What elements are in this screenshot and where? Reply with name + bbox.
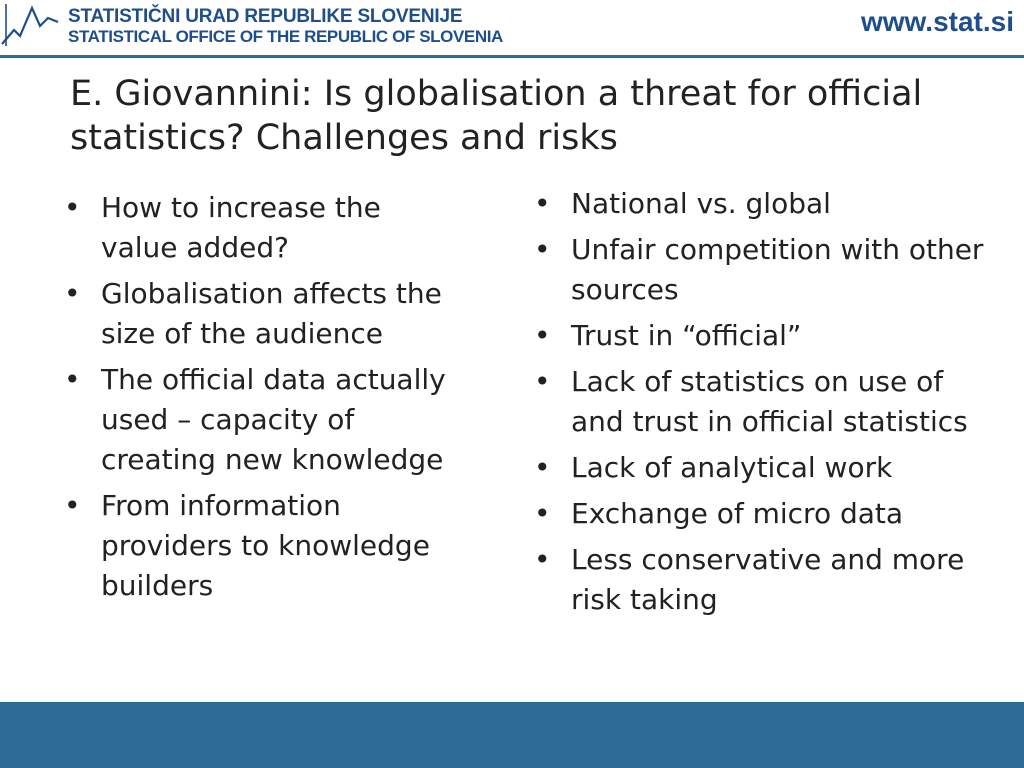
chart-line-logo-icon: [0, 0, 60, 52]
list-item-text: Trust in “official”: [571, 319, 802, 352]
bullet-icon: •: [64, 191, 81, 224]
bullet-icon: •: [534, 187, 551, 220]
list-item: [530, 362, 1000, 442]
organization-name-english: STATISTICAL OFFICE OF THE REPUBLIC OF SLOVENIA: [68, 27, 503, 46]
list-item-text: Exchange of micro data: [571, 497, 904, 530]
list-item-text: Unfair competition with other sources: [571, 233, 984, 306]
list-item-text: Less conservative and more risk taking: [571, 543, 965, 616]
bullet-icon: •: [534, 233, 551, 266]
website-link[interactable]: www.stat.si: [860, 6, 1014, 37]
header-divider: [0, 55, 1024, 58]
list-item: [530, 448, 1000, 488]
bullet-icon: •: [534, 451, 551, 484]
list-item-text: National vs. global: [571, 187, 831, 220]
list-item: [530, 540, 1000, 620]
list-item: [530, 184, 1000, 224]
list-item: [60, 360, 460, 480]
bullet-icon: •: [534, 319, 551, 352]
header: [0, 0, 1024, 58]
bullet-icon: •: [64, 489, 81, 522]
bullet-icon: •: [534, 365, 551, 398]
slide-title: E. Giovannini: Is globalisation a threat for official statistics? Challenges and risks: [70, 74, 923, 158]
footer-bar: [0, 702, 1024, 768]
list-item-text: From information providers to knowledge builders: [101, 489, 430, 602]
left-bullet-list: [60, 188, 460, 612]
list-item-text: Lack of analytical work: [571, 451, 893, 484]
right-bullet-list: [530, 184, 1000, 626]
list-item-text: Globalisation affects the size of the audience: [101, 277, 442, 350]
organization-name-slovene: STATISTIČNI URAD REPUBLIKE SLOVENIJE: [68, 6, 463, 27]
list-item: [60, 486, 460, 606]
list-item-text: How to increase the value added?: [101, 191, 381, 264]
bullet-icon: •: [64, 363, 81, 396]
bullet-icon: •: [64, 277, 81, 310]
list-item-text: The official data actually used – capacity of creating new knowledge: [101, 363, 446, 476]
list-item: [530, 316, 1000, 356]
organization-name: [68, 6, 503, 46]
list-item-text: Lack of statistics on use of and trust in official statistics: [571, 365, 968, 438]
list-item: [530, 494, 1000, 534]
list-item: [530, 230, 1000, 310]
list-item: [60, 188, 460, 268]
list-item: [60, 274, 460, 354]
bullet-icon: •: [534, 543, 551, 576]
bullet-icon: •: [534, 497, 551, 530]
